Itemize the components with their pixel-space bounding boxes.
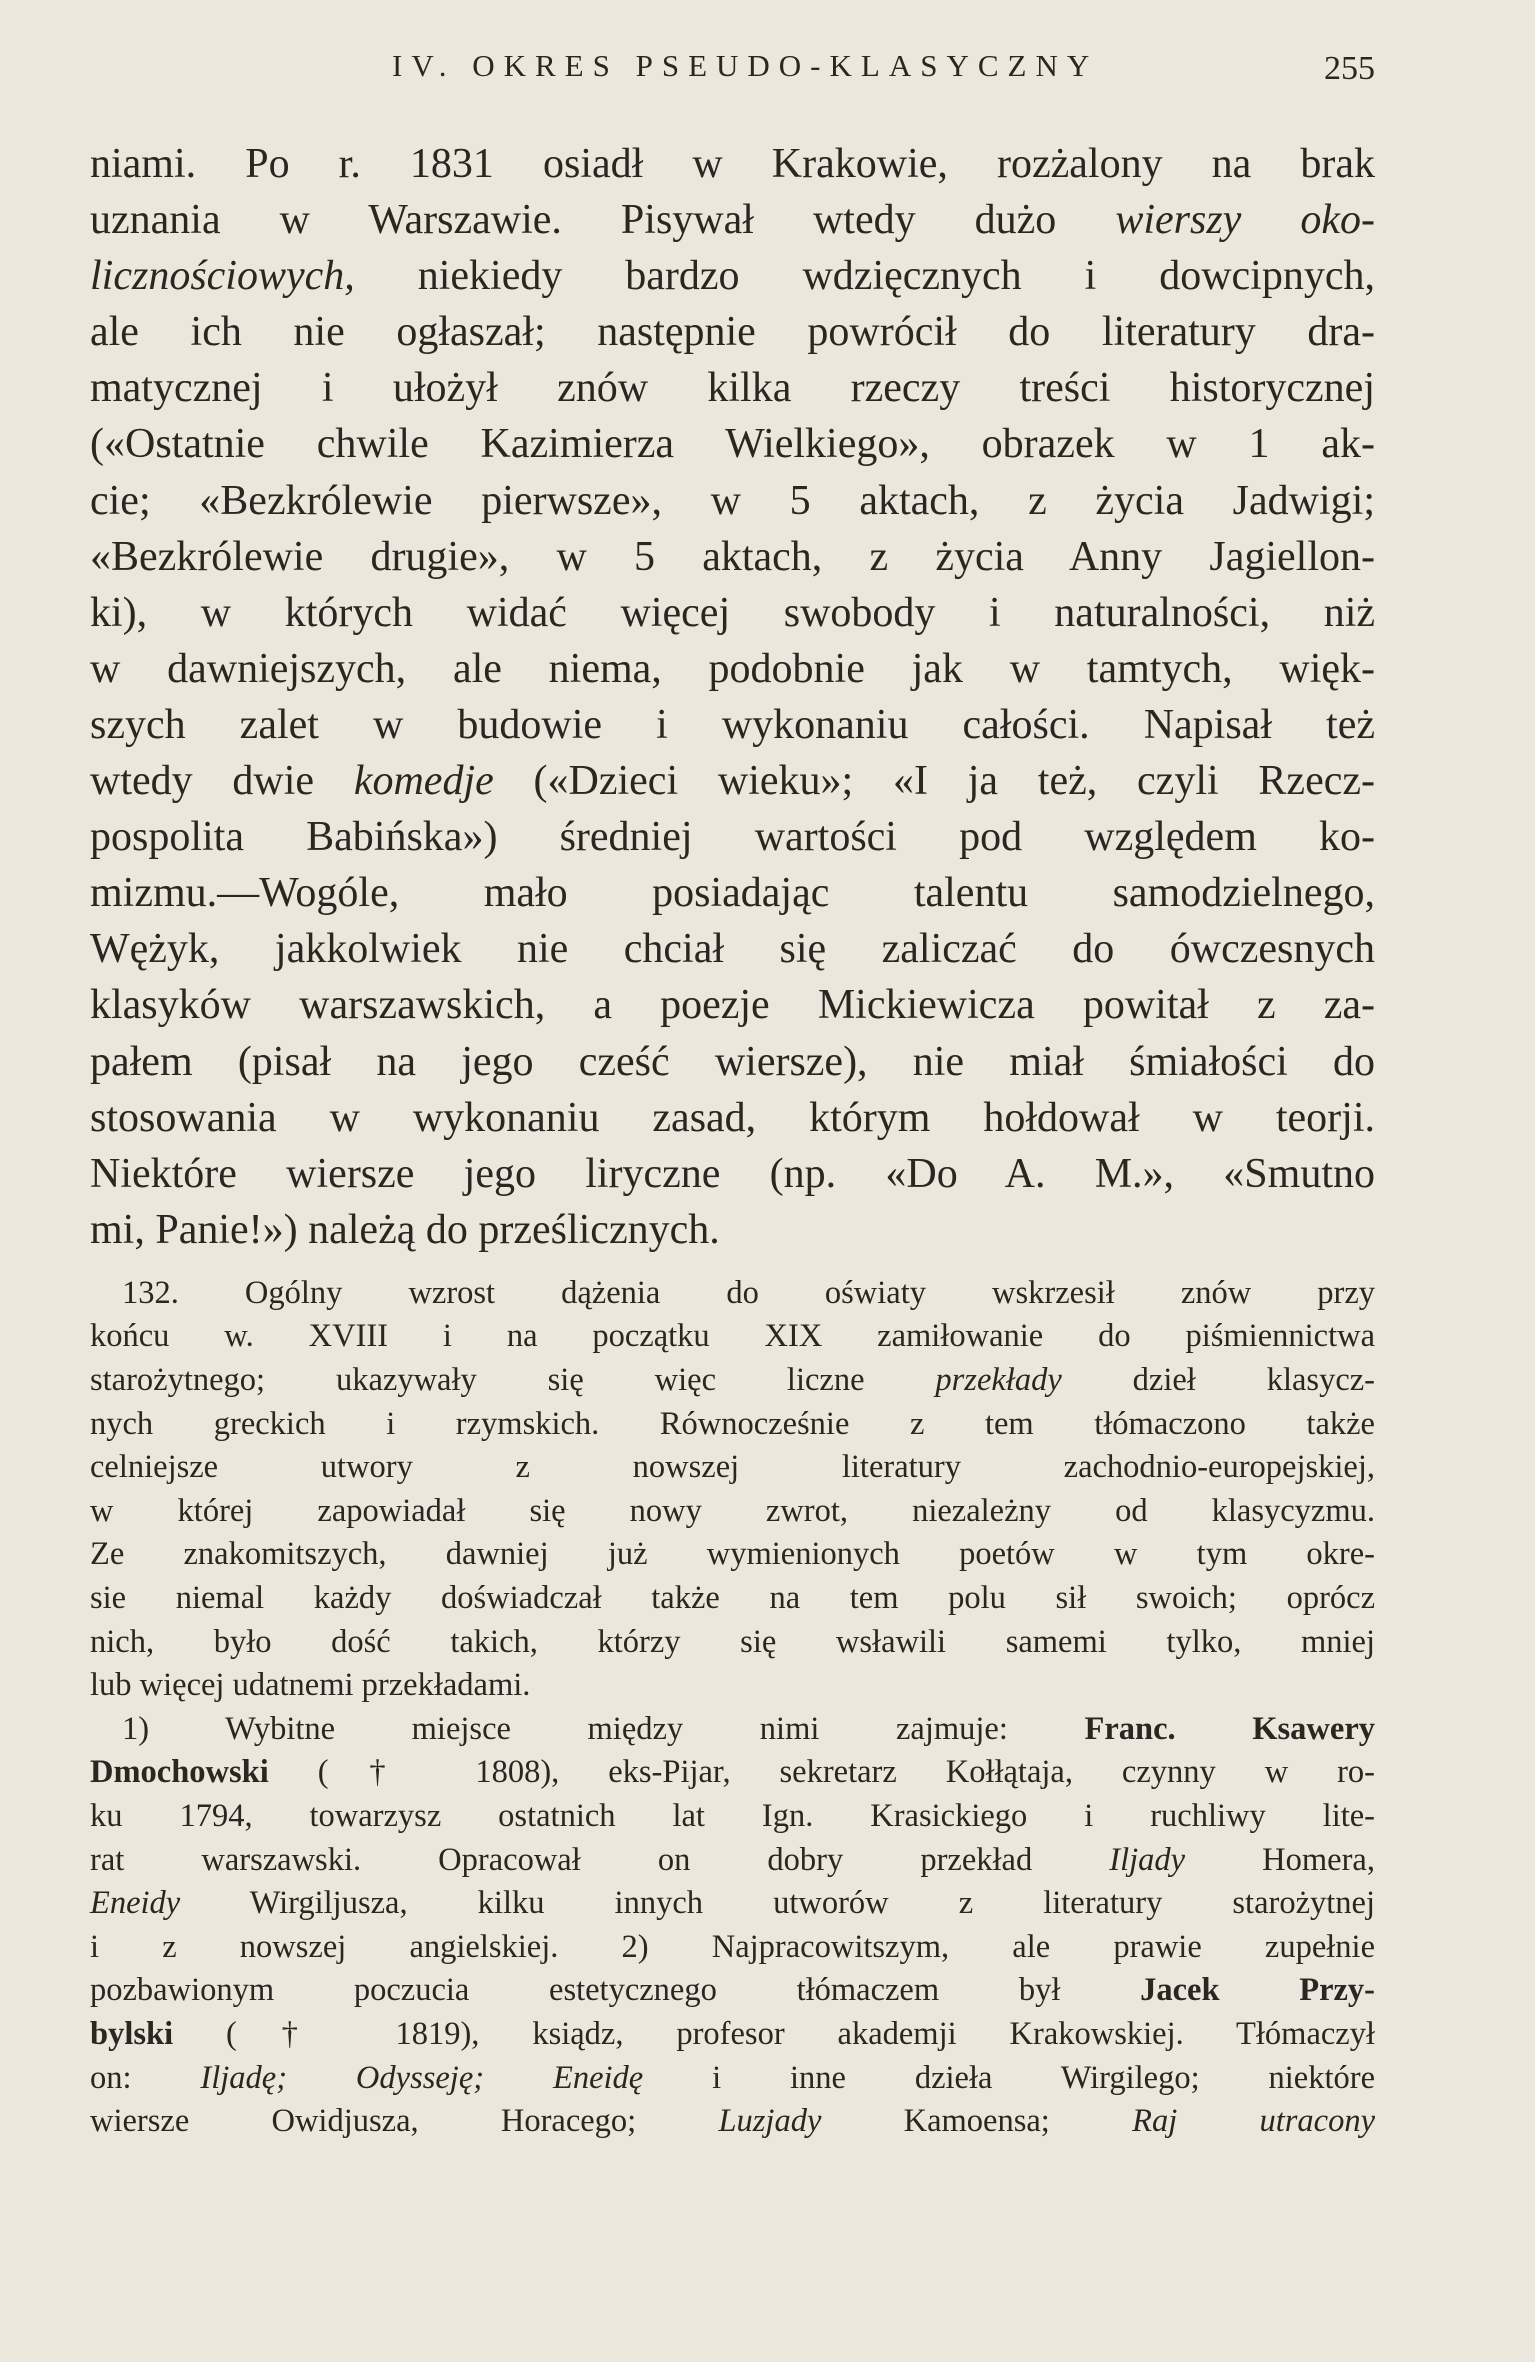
text-line: («Ostatnie chwile Kazimierza Wielkiego», obrazek w 1 ak- xyxy=(90,421,1375,468)
text-line: w której zapowiadał się nowy zwrot, niezależny od klasycyzmu. xyxy=(90,1492,1375,1529)
text-line: klasyków warszawskich, a poezje Mickiewicza powitał z za- xyxy=(90,982,1375,1029)
text-line: końcu w. XVIII i na początku XIX zamiłowanie do piśmiennictwa xyxy=(90,1318,1375,1355)
text-line: mizmu.—Wogóle, mało posiadając talentu samodzielnego, xyxy=(90,870,1375,917)
text-line: «Bezkrólewie drugie», w 5 aktach, z życia Anny Jagiellon- xyxy=(90,533,1375,580)
text-line: licznościowych, niekiedy bardzo wdzięcznych i dowcipnych, xyxy=(90,253,1375,300)
text-line: pozbawionym poczucia estetycznego tłómaczem był Jacek Przy- xyxy=(90,1972,1376,2009)
text-line: ki), w których widać więcej swobody i naturalności, niż xyxy=(90,589,1375,636)
text-line: Ze znakomitszych, dawniej już wymienionych poetów w tym okre- xyxy=(90,1536,1375,1573)
text-line: niami. Po r. 1831 osiadł w Krakowie, rozżalony na brak xyxy=(90,141,1375,187)
text-line: matycznej i ułożył znów kilka rzeczy treści historycznej xyxy=(90,365,1375,412)
text-line: pospolita Babińska») średniej wartości pod względem ko- xyxy=(90,814,1375,861)
text-line: celniejsze utwory z nowszej literatury zachodnio-europejskiej, xyxy=(90,1449,1375,1486)
text-line: wiersze Owidjusza, Horacego; Luzjady Kamoensa; Raj utracony xyxy=(90,2103,1375,2140)
text-line: i z nowszej angielskiej. 2) Najpracowitszym, ale prawie zupełnie xyxy=(90,1928,1375,1965)
text-line: bylski († 1819), ksiądz, profesor akademji Krakowskiej. Tłómaczył xyxy=(90,2015,1375,2052)
page-number: 255 xyxy=(1324,50,1375,87)
text-line: Dmochowski († 1808), eks-Pijar, sekretarz Kołłątaja, czynny w ro- xyxy=(90,1754,1375,1791)
text-line: szych zalet w budowie i wykonaniu całości. Napisał też xyxy=(90,701,1375,748)
text-line: Eneidy Wirgiljusza, kilku innych utworów z literatury starożytnej xyxy=(90,1885,1375,1922)
section-132-paragraph xyxy=(90,1272,1375,2144)
text-line: ale ich nie ogłaszał; następnie powrócił do literatury dra- xyxy=(90,309,1375,356)
text-line: sie niemal każdy doświadczał także na tem polu sił swoich; oprócz xyxy=(90,1580,1375,1617)
main-paragraph xyxy=(90,136,1375,1258)
text-line: nych greckich i rzymskich. Równocześnie z tem tłómaczono także xyxy=(90,1405,1375,1442)
text-line: cie; «Bezkrólewie pierwsze», w 5 aktach, z życia Jadwigi; xyxy=(90,477,1375,524)
text-line: w dawniejszych, ale niema, podobnie jak w tamtych, więk- xyxy=(90,645,1375,692)
text-line: mi, Panie!») należą do prześlicznych. xyxy=(90,1206,720,1253)
running-head: IV. OKRES PSEUDO-KLASYCZNY xyxy=(392,48,1099,83)
text-line: uznania w Warszawie. Pisywał wtedy dużo wierszy oko- xyxy=(90,197,1375,244)
text-line: nich, było dość takich, którzy się wsławili samemi tylko, mniej xyxy=(90,1623,1375,1660)
text-line: starożytnego; ukazywały się więc liczne przekłady dzieł klasycz- xyxy=(90,1362,1375,1399)
text-line: Niektóre wiersze jego liryczne (np. «Do A. M.», «Smutno xyxy=(90,1150,1375,1197)
text-line: 132. Ogólny wzrost dążenia do oświaty wskrzesił znów przy xyxy=(122,1274,1375,1311)
text-line: wtedy dwie komedje («Dzieci wieku»; «I ja też, czyli Rzecz- xyxy=(90,758,1375,805)
text-line: Wężyk, jakkolwiek nie chciał się zaliczać do ówczesnych xyxy=(90,926,1375,973)
text-line: pałem (pisał na jego cześć wiersze), nie miał śmiałości do xyxy=(90,1038,1375,1085)
text-line: on: Iljadę; Odysseję; Eneidę i inne dzieła Wirgilego; niektóre xyxy=(90,2059,1375,2096)
text-line: lub więcej udatnemi przekładami. xyxy=(90,1667,531,1704)
text-line: ku 1794, towarzysz ostatnich lat Ign. Krasickiego i ruchliwy lite- xyxy=(90,1798,1375,1834)
text-line: stosowania w wykonaniu zasad, którym hołdował w teorji. xyxy=(90,1094,1375,1141)
text-line: 1) Wybitne miejsce między nimi zajmuje: Franc. Ksawery xyxy=(122,1710,1375,1747)
text-line: rat warszawski. Opracował on dobry przekład Iljady Homera, xyxy=(90,1841,1375,1878)
page-header xyxy=(90,40,1375,88)
